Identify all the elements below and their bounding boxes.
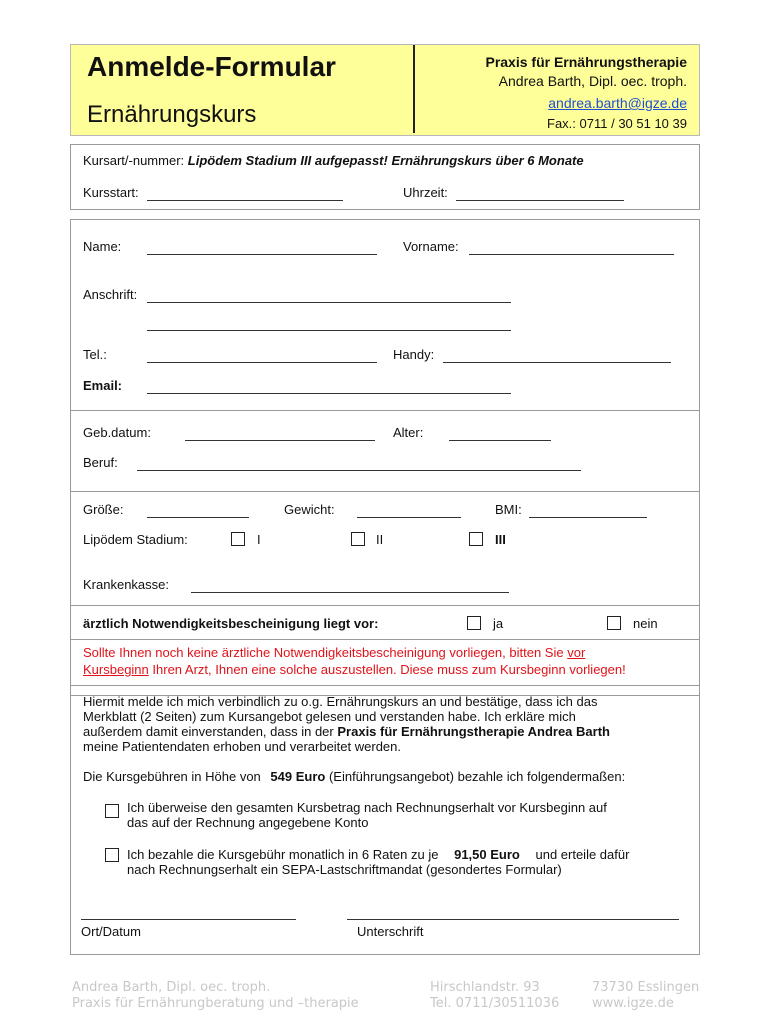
- footer-phone: Tel. 0711/30511036: [430, 996, 560, 1011]
- vorname-field[interactable]: [469, 254, 674, 255]
- footer-city: 73730 Esslingen: [592, 980, 700, 995]
- fee-amount: 549 Euro: [270, 769, 326, 784]
- ort-datum-label: Ort/Datum: [81, 924, 141, 939]
- footer-left: [72, 980, 359, 1012]
- anschrift-field-1[interactable]: [147, 302, 511, 303]
- alter-field[interactable]: [449, 440, 551, 441]
- gewicht-label: Gewicht:: [284, 502, 335, 517]
- name-label: Name:: [83, 239, 122, 254]
- payment-installment-line-1: [127, 847, 629, 862]
- warning-vor: vor: [567, 645, 586, 660]
- payment-transfer-line-2: das auf der Rechnung angegebene Konto: [127, 815, 369, 830]
- payment-installment-text: [127, 847, 629, 877]
- tel-field[interactable]: [147, 362, 377, 363]
- alter-label: Alter:: [393, 425, 424, 440]
- warning-text-2: Ihren Arzt, Ihnen eine solche auszustellen. Diese muss zum Kursbeginn vorliegen!: [152, 662, 626, 677]
- bmi-label: BMI:: [495, 502, 522, 517]
- uhrzeit-field[interactable]: [456, 200, 624, 201]
- stadium-label: Lipödem Stadium:: [83, 532, 188, 547]
- stadium-1-label: I: [257, 532, 261, 547]
- warning-kursbeginn: Kursbeginn: [83, 662, 149, 677]
- bescheinigung-nein-checkbox[interactable]: [607, 616, 621, 630]
- declaration-line-4: meine Patientendaten erhoben und verarbeitet werden.: [83, 739, 401, 754]
- section-divider: [71, 491, 699, 492]
- fee-line: [83, 769, 625, 785]
- payment-transfer-text: [127, 800, 607, 830]
- form-subtitle: Ernährungskurs: [87, 101, 257, 128]
- kursart-row: [83, 153, 584, 169]
- declaration-line-3-text: außerdem damit einverstanden, dass in der: [83, 724, 334, 739]
- signature-label: Unterschrift: [357, 924, 424, 939]
- footer-website: www.igze.de: [592, 996, 674, 1011]
- handy-field[interactable]: [443, 362, 671, 363]
- vorname-label: Vorname:: [403, 239, 459, 254]
- footer-street: Hirschlandstr. 93: [430, 980, 540, 995]
- gebdatum-label: Geb.datum:: [83, 425, 151, 440]
- warning-text-1: Sollte Ihnen noch keine ärztliche Notwendigkeitsbescheinigung vorliegen, bitten Sie: [83, 645, 564, 660]
- kursart-label: Kursart/-nummer:: [83, 153, 185, 168]
- email-link[interactable]: andrea.barth@igze.de: [548, 95, 687, 111]
- fee-text-pre: Die Kursgebühren in Höhe von: [83, 769, 261, 784]
- gewicht-field[interactable]: [357, 517, 461, 518]
- payment-installment-line-2: nach Rechnungserhalt ein SEPA-Lastschriftmandat (gesondertes Formular): [127, 862, 562, 877]
- ort-datum-field[interactable]: [81, 919, 296, 920]
- tel-label: Tel.:: [83, 347, 107, 362]
- payment-installment-checkbox[interactable]: [105, 848, 119, 862]
- beruf-label: Beruf:: [83, 455, 118, 470]
- section-divider: [71, 605, 699, 606]
- fee-text-post: (Einführungsangebot) bezahle ich folgendermaßen:: [328, 769, 626, 784]
- form-header: [70, 44, 700, 136]
- installment-text-post: und erteile dafür: [535, 847, 630, 862]
- declaration-line-3: [83, 724, 693, 739]
- payment-transfer-line-1: Ich überweise den gesamten Kursbetrag nach Rechnungserhalt vor Kursbeginn auf: [127, 800, 607, 815]
- footer-middle: [430, 980, 559, 1012]
- gebdatum-field[interactable]: [185, 440, 375, 441]
- groesse-label: Größe:: [83, 502, 124, 517]
- practice-name: Praxis für Ernährungstherapie: [485, 54, 687, 70]
- declaration-practice-name: Praxis für Ernährungstherapie Andrea Barth: [337, 724, 610, 739]
- footer-practice: Praxis für Ernährungberatung und –therapie: [72, 996, 359, 1011]
- header-divider: [413, 45, 415, 133]
- course-section: [70, 144, 700, 210]
- warning-line-2: [83, 662, 626, 678]
- name-field[interactable]: [147, 254, 377, 255]
- payment-transfer-checkbox[interactable]: [105, 804, 119, 818]
- bescheinigung-ja-checkbox[interactable]: [467, 616, 481, 630]
- kursart-value: Lipödem Stadium III aufgepasst! Ernährungskurs über 6 Monate: [187, 153, 584, 168]
- bescheinigung-label: ärztlich Notwendigkeitsbescheinigung liegt vor:: [83, 616, 379, 631]
- practice-info: [485, 53, 687, 133]
- email-field[interactable]: [147, 393, 511, 394]
- handy-label: Handy:: [393, 347, 435, 362]
- signature-field[interactable]: [347, 919, 679, 920]
- practitioner-name: Andrea Barth, Dipl. oec. troph.: [498, 73, 687, 89]
- form-title: Anmelde-Formular: [87, 51, 336, 82]
- installment-amount: 91,50 Euro: [454, 847, 520, 862]
- krankenkasse-label: Krankenkasse:: [83, 577, 169, 592]
- stadium-3-label: III: [495, 532, 506, 547]
- bescheinigung-nein-label: nein: [633, 616, 658, 631]
- krankenkasse-field[interactable]: [191, 592, 509, 593]
- declaration-text: [83, 694, 693, 754]
- footer-right: [592, 980, 699, 1012]
- section-divider: [71, 410, 699, 411]
- beruf-field[interactable]: [137, 470, 581, 471]
- section-divider: [71, 639, 699, 640]
- email-label: Email:: [83, 378, 123, 393]
- bmi-field[interactable]: [529, 517, 647, 518]
- bescheinigung-ja-label: ja: [493, 616, 504, 631]
- stadium-1-checkbox[interactable]: [231, 532, 245, 546]
- anschrift-label: Anschrift:: [83, 287, 138, 302]
- stadium-3-checkbox[interactable]: [469, 532, 483, 546]
- stadium-2-checkbox[interactable]: [351, 532, 365, 546]
- uhrzeit-label: Uhrzeit:: [403, 185, 448, 200]
- kursstart-field[interactable]: [147, 200, 343, 201]
- declaration-section: [70, 685, 700, 955]
- installment-text-pre: Ich bezahle die Kursgebühr monatlich in 6 Raten zu je: [127, 847, 439, 862]
- declaration-line-1: Hiermit melde ich mich verbindlich zu o.g. Ernährungskurs an und bestätige, dass ich das: [83, 694, 598, 709]
- footer-name: Andrea Barth, Dipl. oec. troph.: [72, 980, 271, 995]
- stadium-2-label: II: [376, 532, 384, 547]
- kursstart-label: Kursstart:: [83, 185, 139, 200]
- personal-section: [70, 219, 700, 696]
- anschrift-field-2[interactable]: [147, 330, 511, 331]
- warning-line-1: [83, 645, 585, 661]
- groesse-field[interactable]: [147, 517, 249, 518]
- declaration-line-2: Merkblatt (2 Seiten) zum Kursangebot gelesen und verstanden habe. Ich erkläre mich: [83, 709, 576, 724]
- fax-number: Fax.: 0711 / 30 51 10 39: [547, 116, 687, 131]
